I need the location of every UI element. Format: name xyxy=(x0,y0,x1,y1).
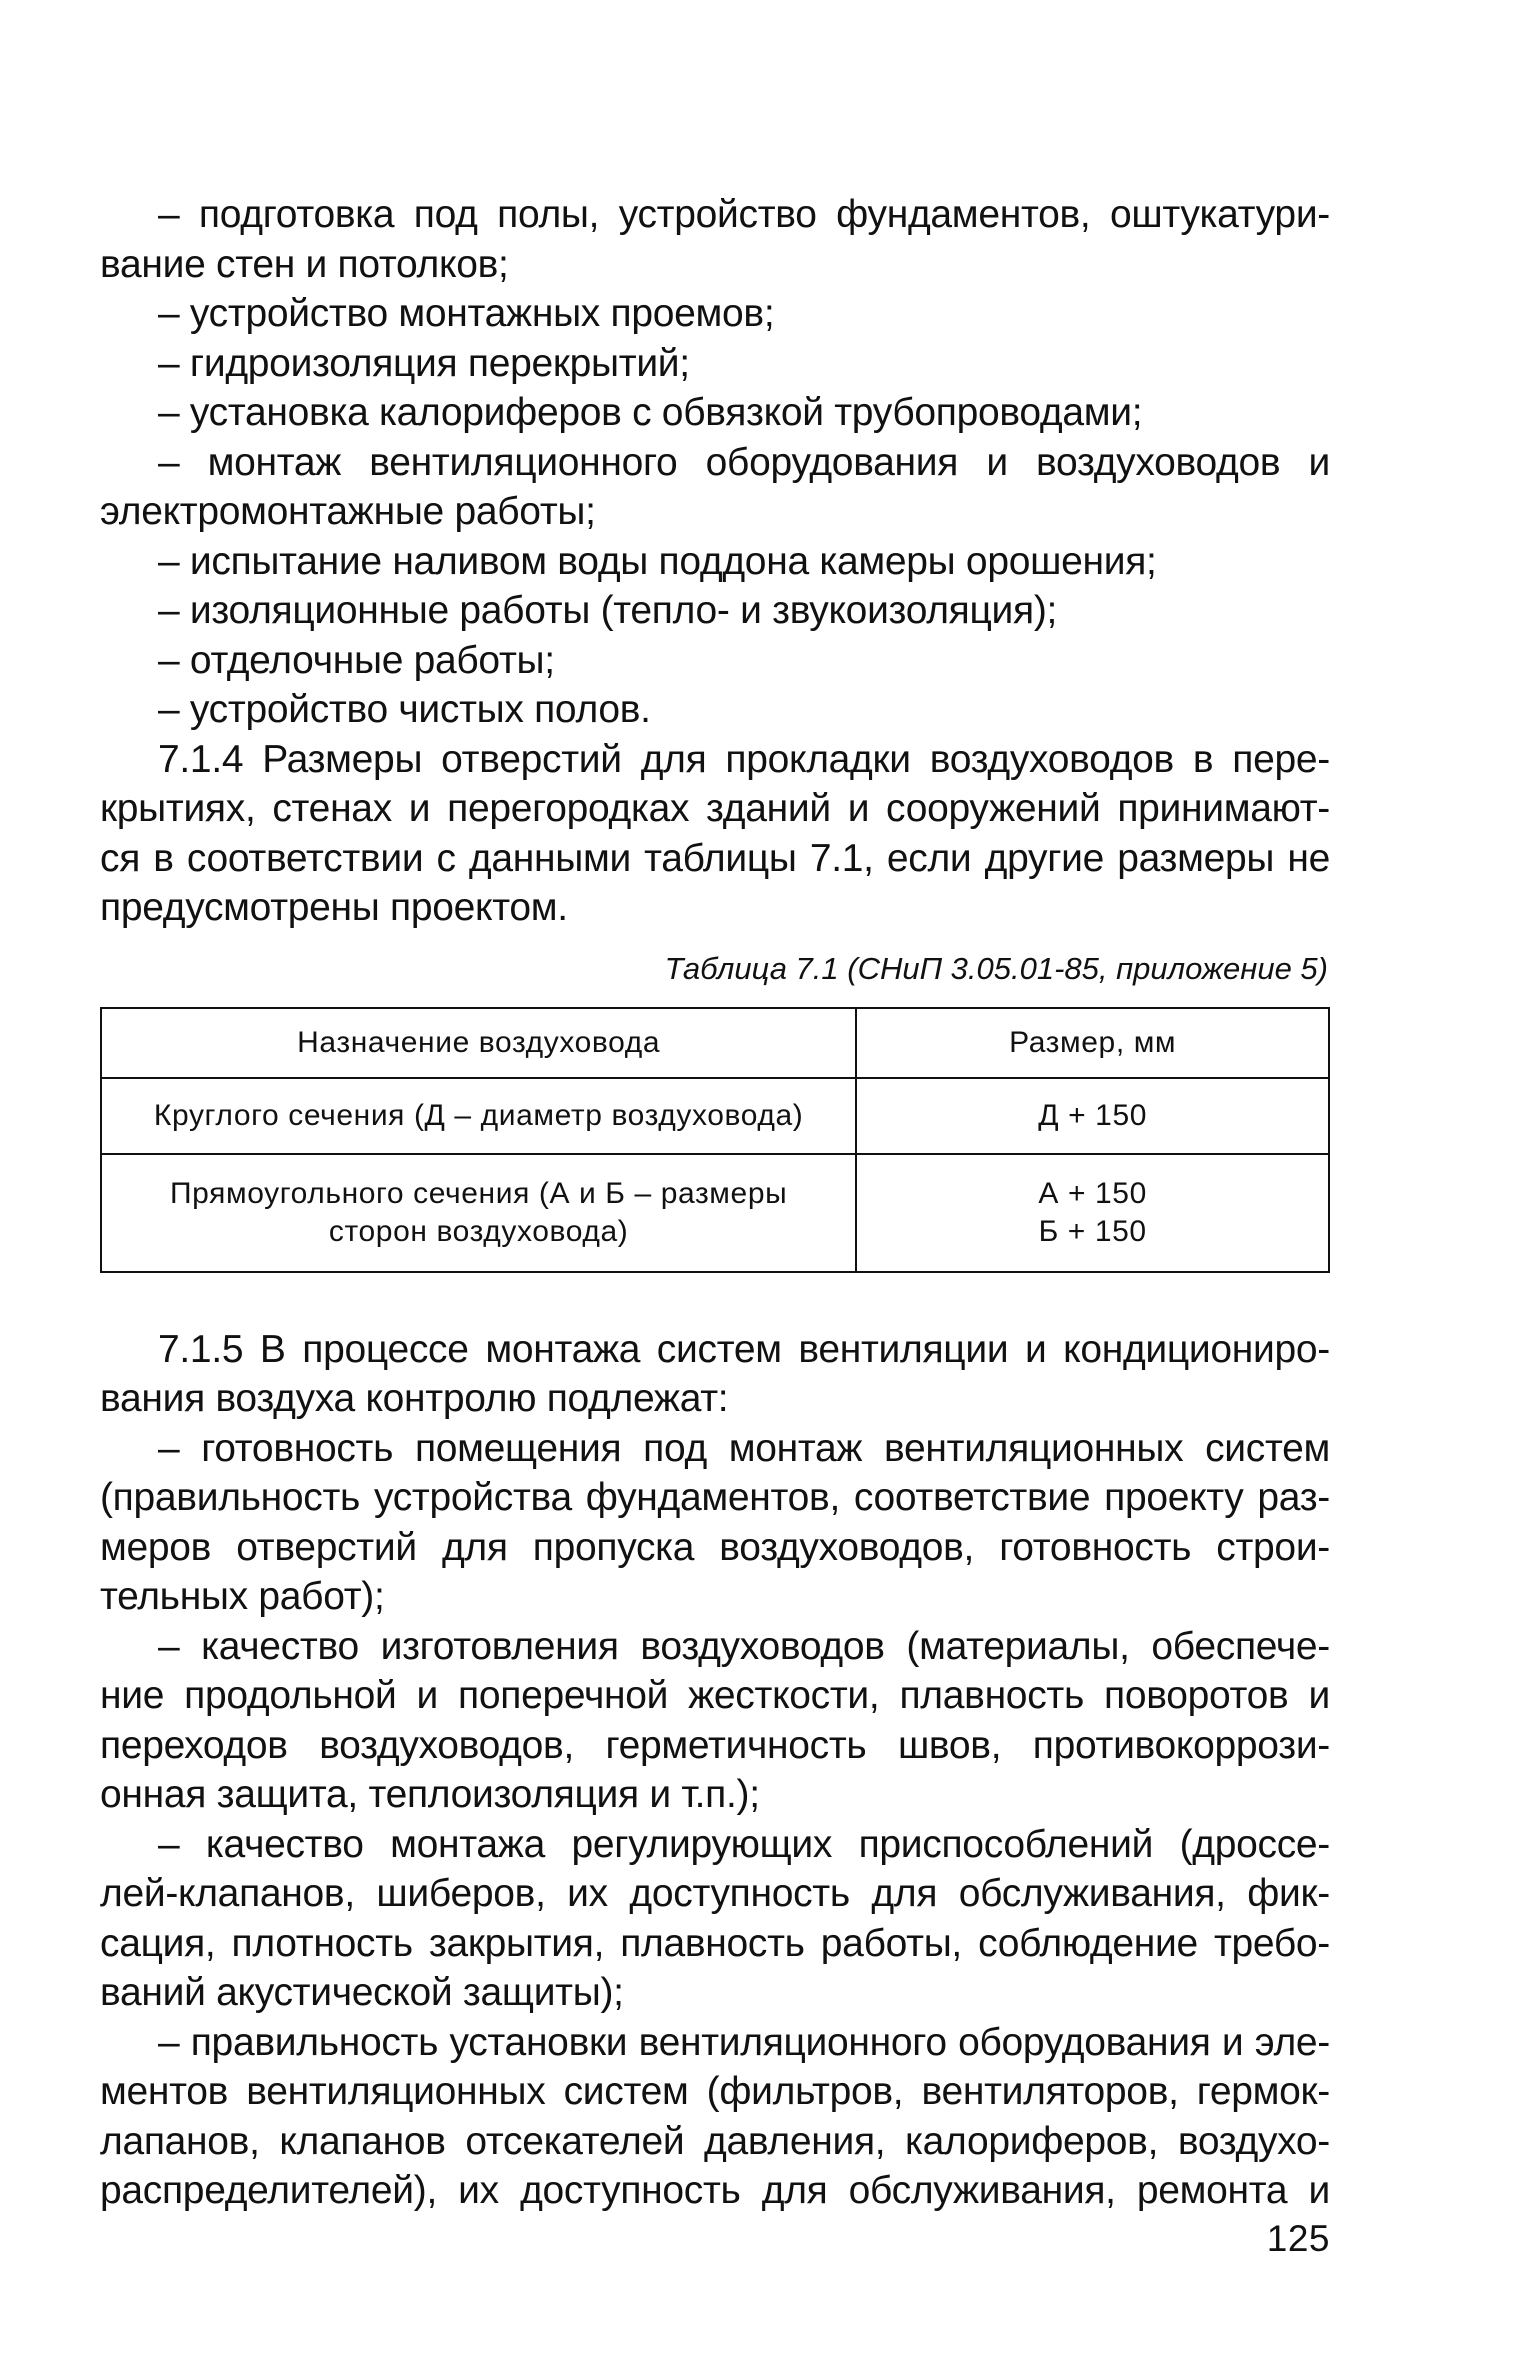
text-line: – отделочные работы; xyxy=(158,638,555,682)
text-line: – качество монтажа регулирующих приспособлений (дроссе- xyxy=(158,1822,1330,1866)
text-line: 7.1.5 В процессе монтажа систем вентиляции и кондициониро- xyxy=(158,1327,1330,1371)
table-cell xyxy=(101,1078,856,1154)
cell-text: Б + 150 xyxy=(1038,1214,1147,1248)
text-line: вания воздуха контролю подлежат: xyxy=(100,1377,729,1420)
page-content xyxy=(100,190,1330,2216)
text-line: меров отверстий для пропуска воздуховодов, готовность строи- xyxy=(100,1525,1330,1569)
text-line: – монтаж вентиляционного оборудования и воздуховодов и xyxy=(158,440,1330,484)
text-line: – установка калориферов с обвязкой трубопроводами; xyxy=(158,391,1143,434)
text-line: ментов вентиляционных систем (фильтров, вентиляторов, гермок- xyxy=(100,2070,1330,2113)
text-line: – устройство чистых полов. xyxy=(158,688,651,731)
text-line: – устройство монтажных проемов; xyxy=(158,292,775,335)
text-line: ние продольной и поперечной жесткости, плавность поворотов и xyxy=(100,1674,1330,1717)
text-line: сация, плотность закрытия, плавность работы, соблюдение требо- xyxy=(100,1921,1330,1965)
spacer xyxy=(100,1273,1330,1325)
table-row xyxy=(101,1078,1329,1154)
text-line: крытиях, стенах и перегородках зданий и сооружений принимают- xyxy=(100,787,1330,830)
text-line: лей-клапанов, шиберов, их доступность для обслуживания, фик- xyxy=(100,1872,1330,1915)
text-line: – гидроизоляция перекрытий; xyxy=(158,341,690,385)
table-header-cell: Размер, мм xyxy=(856,1008,1329,1078)
text-line: – готовность помещения под монтаж вентиляционных систем xyxy=(158,1426,1330,1470)
text-line: онная защита, теплоизоляция и т.п.); xyxy=(100,1773,760,1816)
text-block-top xyxy=(100,190,1330,933)
table-cell xyxy=(101,1154,856,1272)
cell-text: Д + 150 xyxy=(1038,1098,1148,1132)
table-header-row xyxy=(101,1008,1329,1078)
text-line: – правильность установки вентиляционного оборудования и эле- xyxy=(158,2020,1330,2064)
cell-text: сторон воздуховода) xyxy=(328,1214,629,1248)
text-line: электромонтажные работы; xyxy=(100,490,596,533)
cell-text: А + 150 xyxy=(1038,1176,1147,1210)
text-line: распределителей), их доступность для обслуживания, ремонта и xyxy=(100,2169,1330,2212)
text-line: тельных работ); xyxy=(100,1575,385,1618)
cell-text: Круглого сечения (Д – диаметр воздуховода) xyxy=(153,1098,804,1132)
ducts-openings-table xyxy=(100,1007,1330,1273)
text-line: 7.1.4 Размеры отверстий для прокладки воздуховодов в пере- xyxy=(158,737,1330,781)
text-line: ваний акустической защиты); xyxy=(100,1971,624,2014)
text-line: (правильность устройства фундаментов, соответствие проекту раз- xyxy=(100,1476,1330,1519)
text-line: – испытание наливом воды поддона камеры орошения; xyxy=(158,539,1157,583)
text-line: ся в соответствии с данными таблицы 7.1, если другие размеры не xyxy=(100,836,1330,880)
table-cell xyxy=(856,1154,1329,1272)
text-block-bottom xyxy=(100,1325,1330,2216)
text-line: – подготовка под полы, устройство фундаментов, оштукатури- xyxy=(158,193,1330,236)
text-line: – изоляционные работы (тепло- и звукоизоляция); xyxy=(158,589,1058,632)
table-row xyxy=(101,1154,1329,1272)
text-line: – качество изготовления воздуховодов (материалы, обеспече- xyxy=(158,1624,1330,1668)
text-line: лапанов, клапанов отсекателей давления, калориферов, воздухо- xyxy=(100,2119,1330,2163)
table-header-cell: Назначение воздуховода xyxy=(101,1008,856,1078)
page-number: 125 xyxy=(1266,2218,1330,2259)
text-line: переходов воздуховодов, герметичность швов, противокоррози- xyxy=(100,1723,1330,1767)
table-cell xyxy=(856,1078,1329,1154)
cell-text: Прямоугольного сечения (А и Б – размеры xyxy=(170,1176,788,1210)
text-line: предусмотрены проектом. xyxy=(100,886,568,929)
text-line: вание стен и потолков; xyxy=(100,242,509,286)
table-caption: Таблица 7.1 (СНиП 3.05.01-85, приложение 5) xyxy=(664,950,1328,986)
